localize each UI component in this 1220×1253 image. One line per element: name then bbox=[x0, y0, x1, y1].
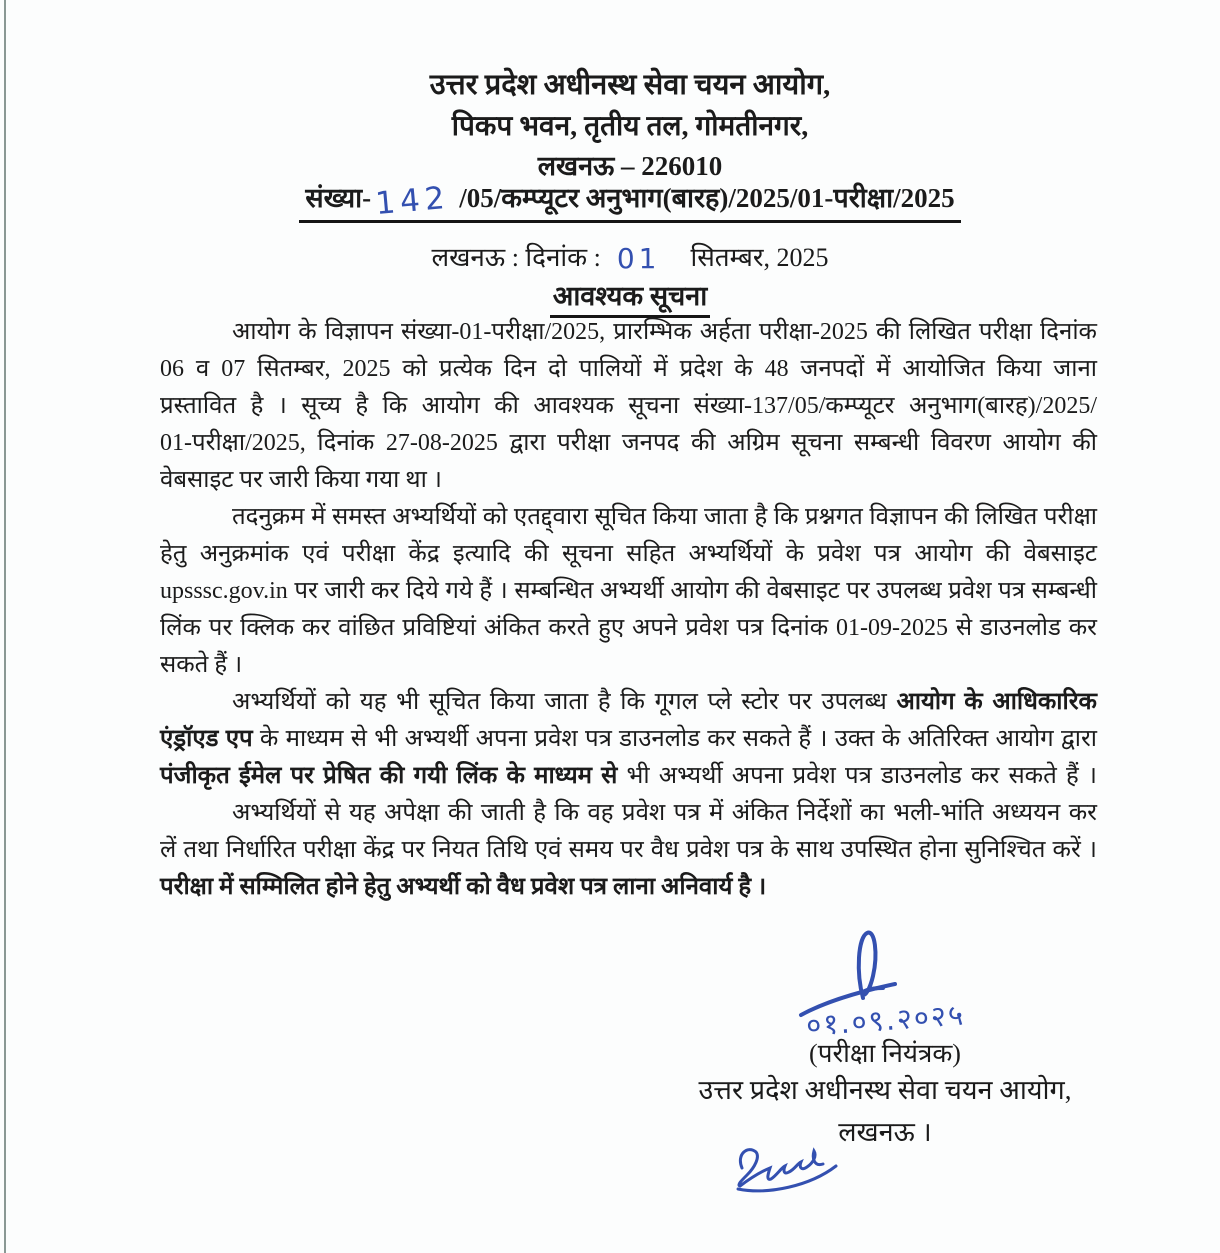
signatory-organization: उत्तर प्रदेश अधीनस्थ सेवा चयन आयोग, bbox=[698, 1075, 1072, 1105]
org-name-line: उत्तर प्रदेश अधीनस्थ सेवा चयन आयोग, bbox=[429, 69, 831, 101]
body-line: आयोग के विज्ञापन संख्या-01-परीक्षा/2025, प्रारम्भिक अर्हता परीक्षा-2025 की लिखित परीक्षा दिनांक bbox=[232, 319, 1097, 345]
body-line: लिंक पर क्लिक कर वांछित प्रविष्टियां अंकित करते हुए अपने प्रवेश पत्र दिनांक 01-09-2025 से डाउनलोड कर bbox=[160, 615, 1097, 641]
org-city-pin-line: लखनऊ – 226010 bbox=[537, 151, 723, 181]
reference-number-line bbox=[120, 178, 1140, 223]
body-line: लें तथा निर्धारित परीक्षा केंद्र पर नियत तिथि एवं समय पर वैध प्रवेश पत्र के साथ उपस्थित होना सुनिश्चित करें । bbox=[160, 837, 1097, 863]
body-line: अभ्यर्थियों से यह अपेक्षा की जाती है कि वह प्रवेश पत्र में अंकित निर्देशों का भली-भांति अध्ययन कर bbox=[232, 800, 1097, 826]
body-line: अभ्यर्थियों को यह भी सूचित किया जाता है कि गूगल प्ले स्टोर पर उपलब्ध आयोग के आधिकारिक bbox=[232, 689, 1097, 715]
body-line: परीक्षा में सम्मिलित होने हेतु अभ्यर्थी को वैध प्रवेश पत्र लाना अनिवार्य है । bbox=[160, 874, 767, 900]
body-line: प्रस्तावित है । सूच्य है कि आयोग की आवश्यक सूचना संख्या-137/05/कम्प्यूटर अनुभाग(बारह)/2025/ bbox=[160, 393, 1097, 419]
body-line: एंड्रॉएड एप के माध्यम से भी अभ्यर्थी अपना प्रवेश पत्र डाउनलोड कर सकते हैं । उक्त के अतिरिक्त आयोग द्वारा bbox=[160, 726, 1098, 752]
body-line: तदनुक्रम में समस्त अभ्यर्थियों को एतद्द्वारा सूचित किया जाता है कि प्रश्नगत विज्ञापन की लिखित परीक्षा bbox=[232, 504, 1097, 530]
ref-suffix: /05/कम्प्यूटर अनुभाग(बारह)/2025/01-परीक्षा/2025 bbox=[459, 183, 955, 213]
org-address-line: पिकप भवन, तृतीय तल, गोमतीनगर, bbox=[451, 111, 809, 142]
place-date-line bbox=[160, 238, 1100, 274]
body-line: हेतु अनुक्रमांक एवं परीक्षा केंद्र इत्यादि की सूचना सहित अभ्यर्थियों के प्रवेश पत्र आयोग की वेबसाइट bbox=[160, 541, 1097, 567]
body-line: वेबसाइट पर जारी किया गया था । bbox=[160, 467, 442, 493]
scan-edge-artifact bbox=[4, 0, 6, 1253]
body-line: upsssc.gov.in पर जारी कर दिये गये हैं । सम्बन्धित अभ्यर्थी आयोग की वेबसाइट पर उपलब्ध प्रवेश पत्र सम्बन्धी bbox=[160, 578, 1097, 604]
body-line: पंजीकृत ईमेल पर प्रेषित की गयी लिंक के माध्यम से भी अभ्यर्थी अपना प्रवेश पत्र डाउनलोड कर सकते हैं । bbox=[160, 763, 1097, 789]
handwritten-initials-scribble bbox=[726, 1140, 846, 1202]
handwritten-signature-date: ०१.०९.२०२५ bbox=[805, 997, 967, 1043]
date-prefix: लखनऊ : दिनांक : bbox=[431, 243, 601, 272]
notice-title: आवश्यक सूचना bbox=[550, 276, 711, 318]
handwritten-day-number: 01 bbox=[616, 242, 661, 275]
date-suffix: सितम्बर, 2025 bbox=[690, 243, 829, 272]
signatory-designation: (परीक्षा नियंत्रक) bbox=[809, 1039, 961, 1068]
handwritten-ref-number: 142 bbox=[374, 179, 452, 223]
reference-number-underlined bbox=[299, 178, 960, 223]
body-line: 06 व 07 सितम्बर, 2025 को प्रत्येक दिन दो पालियों में प्रदेश के 48 जनपदों में आयोजित किया जाना bbox=[160, 356, 1097, 382]
ref-prefix: संख्या- bbox=[305, 183, 372, 213]
notice-title-row bbox=[160, 276, 1100, 318]
body-line: सकते हैं । bbox=[160, 652, 243, 678]
notice-body bbox=[160, 314, 1097, 906]
signatory-city: लखनऊ । bbox=[838, 1117, 932, 1147]
body-line: 01-परीक्षा/2025, दिनांक 27-08-2025 द्वारा परीक्षा जनपद की अग्रिम सूचना सम्बन्धी विवरण आयोग की bbox=[160, 430, 1097, 456]
